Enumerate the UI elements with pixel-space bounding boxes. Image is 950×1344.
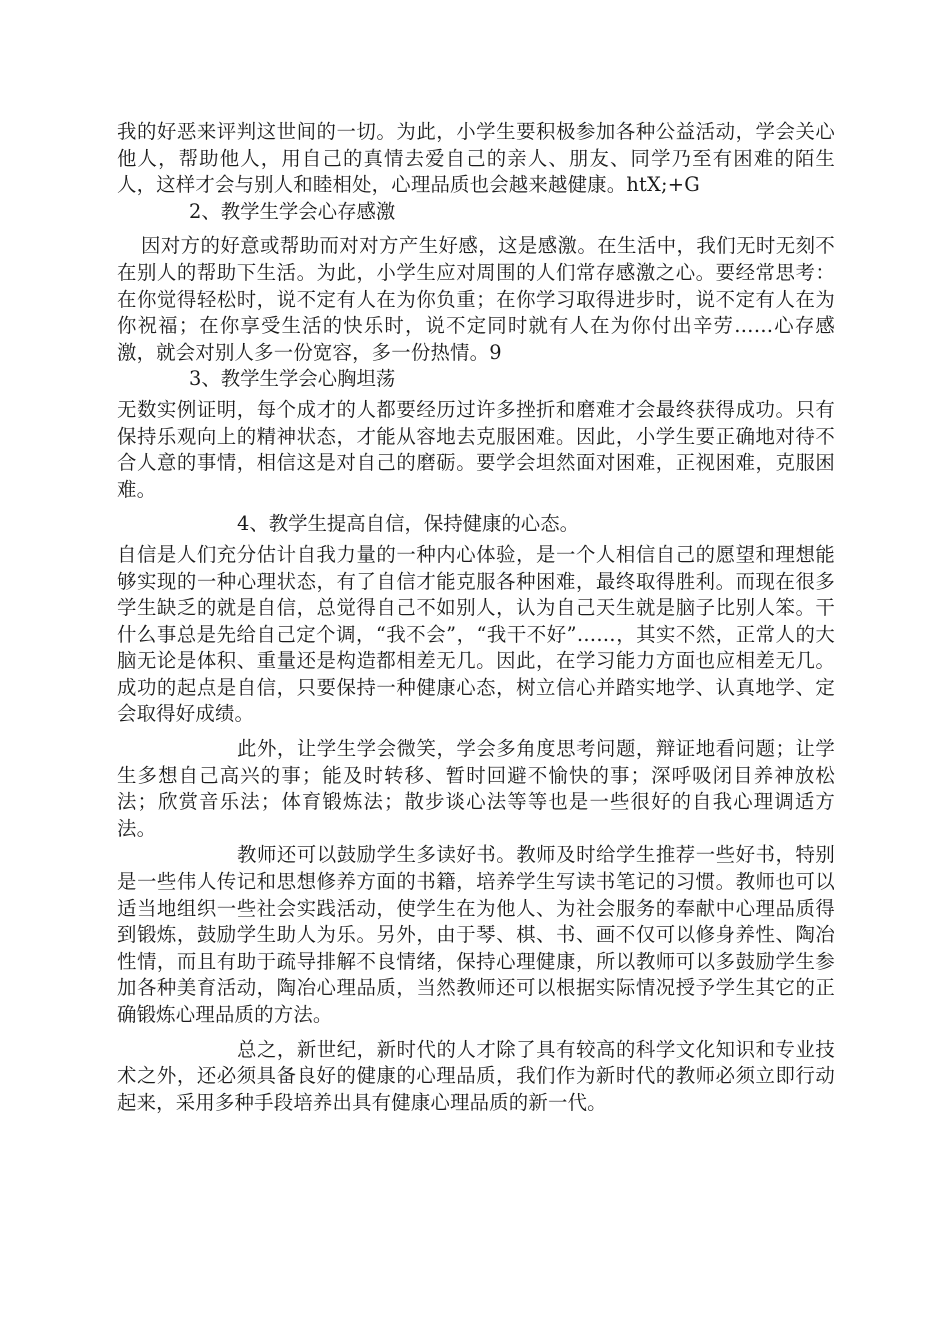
document-body bbox=[117, 119, 835, 1116]
heading-gratitude: 2、教学生学会心存感激 bbox=[189, 199, 396, 223]
heading-open-mind: 3、教学生学会心胸坦荡 bbox=[189, 367, 396, 391]
paragraph-gratitude: 因对方的好意或帮助而对对方产生好感，这是感激。在生活中，我们无时无刻不在别人的帮助下生活。为此，小学生应对周围的人们常存感激之心。要经常思考：在你觉得轻松时，说不定有人在为你负重；在你学习取得进步时，说不定有人在为你祝福；在你享受生活的快乐时，说不定同时就有人在为你付出辛劳……心存感激，就会对别人多一份宽容，多一份热情。9 bbox=[117, 234, 835, 364]
paragraph-reading: 教师还可以鼓励学生多读好书。教师及时给学生推荐一些好书，特别是一些伟人传记和思想修养方面的书籍，培养学生写读书笔记的习惯。教师也可以适当地组织一些社会实践活动，使学生在为他人、为社会服务的奉献中心理品质得到锻炼，鼓励学生助人为乐。另外，由于琴、棋、书、画不仅可以修身养性、陶冶性情，而且有助于疏导排解不良情绪，保持心理健康，所以教师可以多鼓励学生参加各种美育活动，陶冶心理品质，当然教师还可以根据实际情况授予学生其它的正确锻炼心理品质的方法。 bbox=[117, 843, 835, 1026]
heading-confidence: 4、教学生提高自信，保持健康的心态。 bbox=[237, 512, 579, 536]
paragraph-public-welfare: 我的好恶来评判这世间的一切。为此，小学生要积极参加各种公益活动，学会关心他人，帮助他人，用自己的真情去爱自己的亲人、朋友、同学乃至有困难的陌生人，这样才会与别人和睦相处，心理品质也会越来越健康。htX;+G bbox=[117, 120, 835, 197]
paragraph-self-adjustment: 此外，让学生学会微笑，学会多角度思考问题，辩证地看问题；让学生多想自己高兴的事；能及时转移、暂时回避不愉快的事；深呼吸闭目养神放松法；欣赏音乐法；体育锻炼法；散步谈心法等等也是一些很好的自我心理调适方法。 bbox=[117, 737, 835, 840]
paragraph-conclusion: 总之，新世纪，新时代的人才除了具有较高的科学文化知识和专业技术之外，还必须具备良好的健康的心理品质，我们作为新时代的教师必须立即行动起来，采用多种手段培养出具有健康心理品质的新一代。 bbox=[117, 1037, 835, 1114]
paragraph-open-mind: 无数实例证明，每个成才的人都要经历过许多挫折和磨难才会最终获得成功。只有保持乐观向上的精神状态，才能从容地去克服困难。因此，小学生要正确地对待不合人意的事情，相信这是对自己的磨砺。要学会坦然面对困难，正视困难，克服困难。 bbox=[117, 397, 835, 501]
paragraph-confidence: 自信是人们充分估计自我力量的一种内心体验，是一个人相信自己的愿望和理想能够实现的一种心理状态，有了自信才能克服各种困难，最终取得胜利。而现在很多学生缺乏的就是自信，总觉得自己不如别人，认为自己天生就是脑子比别人笨。干什么事总是先给自己定个调，“我不会”，“我干不好”……，其实不然，正常人的大脑无论是体积、重量还是构造都相差无几。因此，在学习能力方面也应相差无几。成功的起点是自信，只要保持一种健康心态，树立信心并踏实地学、认真地学、定会取得好成绩。 bbox=[117, 542, 835, 726]
